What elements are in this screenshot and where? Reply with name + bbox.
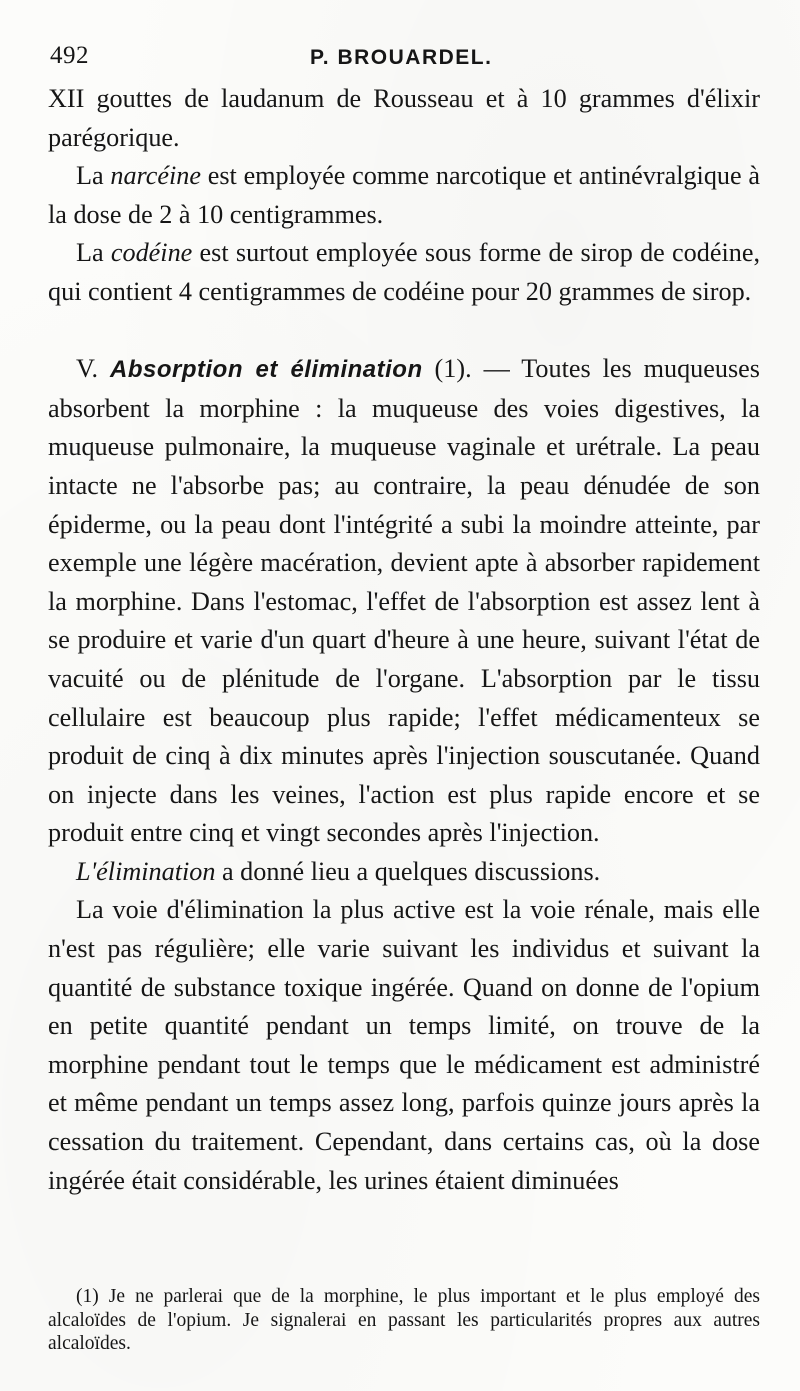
term-narceine: narcéine <box>110 161 202 191</box>
footnote: (1) Je ne parlerai que de la morphine, le plus important et le plus employé des alcaloïdes de l'opium. Je signalerai en passant les particularités propres aux autres alcaloïdes. <box>48 1286 760 1354</box>
paragraph-absorption <box>48 350 760 853</box>
paragraph-text: est employée comme narcotique et antinévralgique à la dose de 2 à 10 centigrammes. <box>48 161 760 229</box>
paragraph-codeine <box>48 234 760 311</box>
paragraph-text: est surtout employée sous forme de sirop de codéine, qui contient 4 centigrammes de codéine pour 20 grammes de sirop. <box>48 238 761 306</box>
section-heading: Absorption et élimination <box>110 356 423 384</box>
page-number: 492 <box>50 42 89 69</box>
paragraph-text: (1). — Toutes les muqueuses absorbent la morphine : la muqueuse des voies digestives, la muqueuse pulmonaire, la muqueuse vaginale et urétrale. La peau intacte ne l'absorbe pas; au contraire, la peau dénudée de son épiderme, ou la peau dont l'intégrité a subi la moindre atteinte, par exemple une légère macération, devient apte à absorber rapidement la morphine. Dans l'estomac, l'effet de l'absorption est assez lent à se produire et varie d'un quart d'heure à une heure, suivant l'état de vacuité ou de plénitude de l'organe. L'absorption par le tissu cellulaire est beaucoup plus rapide; l'effet médicamenteux se produit de cinq à dix minutes après l'injection souscutanée. Quand on injecte dans les veines, l'action est plus rapide encore et se produit entre cinq et vingt secondes après l'injection. <box>48 354 760 848</box>
paragraph-prefix: La <box>76 161 111 191</box>
paragraph-voie-renale: La voie d'élimination la plus active est la voie rénale, mais elle n'est pas régulière; elle varie suivant les individus et suivant la quantité de substance toxique ingérée. Quand on donne de l'opium en petite quantité pendant un temps limité, on trouve de la morphine pendant tout le temps que le médicament est administré et même pendant un temps assez long, parfois quinze jours après la cessation du traitement. Cependant, dans certains cas, où la dose ingérée était considérable, les urines étaient diminuées <box>48 895 760 1195</box>
paragraph-text: a donné lieu a quelques discussions. <box>215 856 601 886</box>
paragraph-laudanum: XII gouttes de laudanum de Rousseau et à 10 grammes d'élixir parégorique. <box>48 84 760 152</box>
term-codeine: codéine <box>110 238 193 268</box>
page-header <box>50 38 760 78</box>
section-number: V. <box>76 354 111 384</box>
body-text <box>48 80 760 1200</box>
paragraph-elimination-intro <box>48 853 760 892</box>
running-head: P. BROUARDEL. <box>310 46 493 69</box>
paragraph-prefix: La <box>76 238 111 268</box>
term-elimination: L'élimination <box>76 856 216 886</box>
paragraph-narceine <box>48 157 760 234</box>
